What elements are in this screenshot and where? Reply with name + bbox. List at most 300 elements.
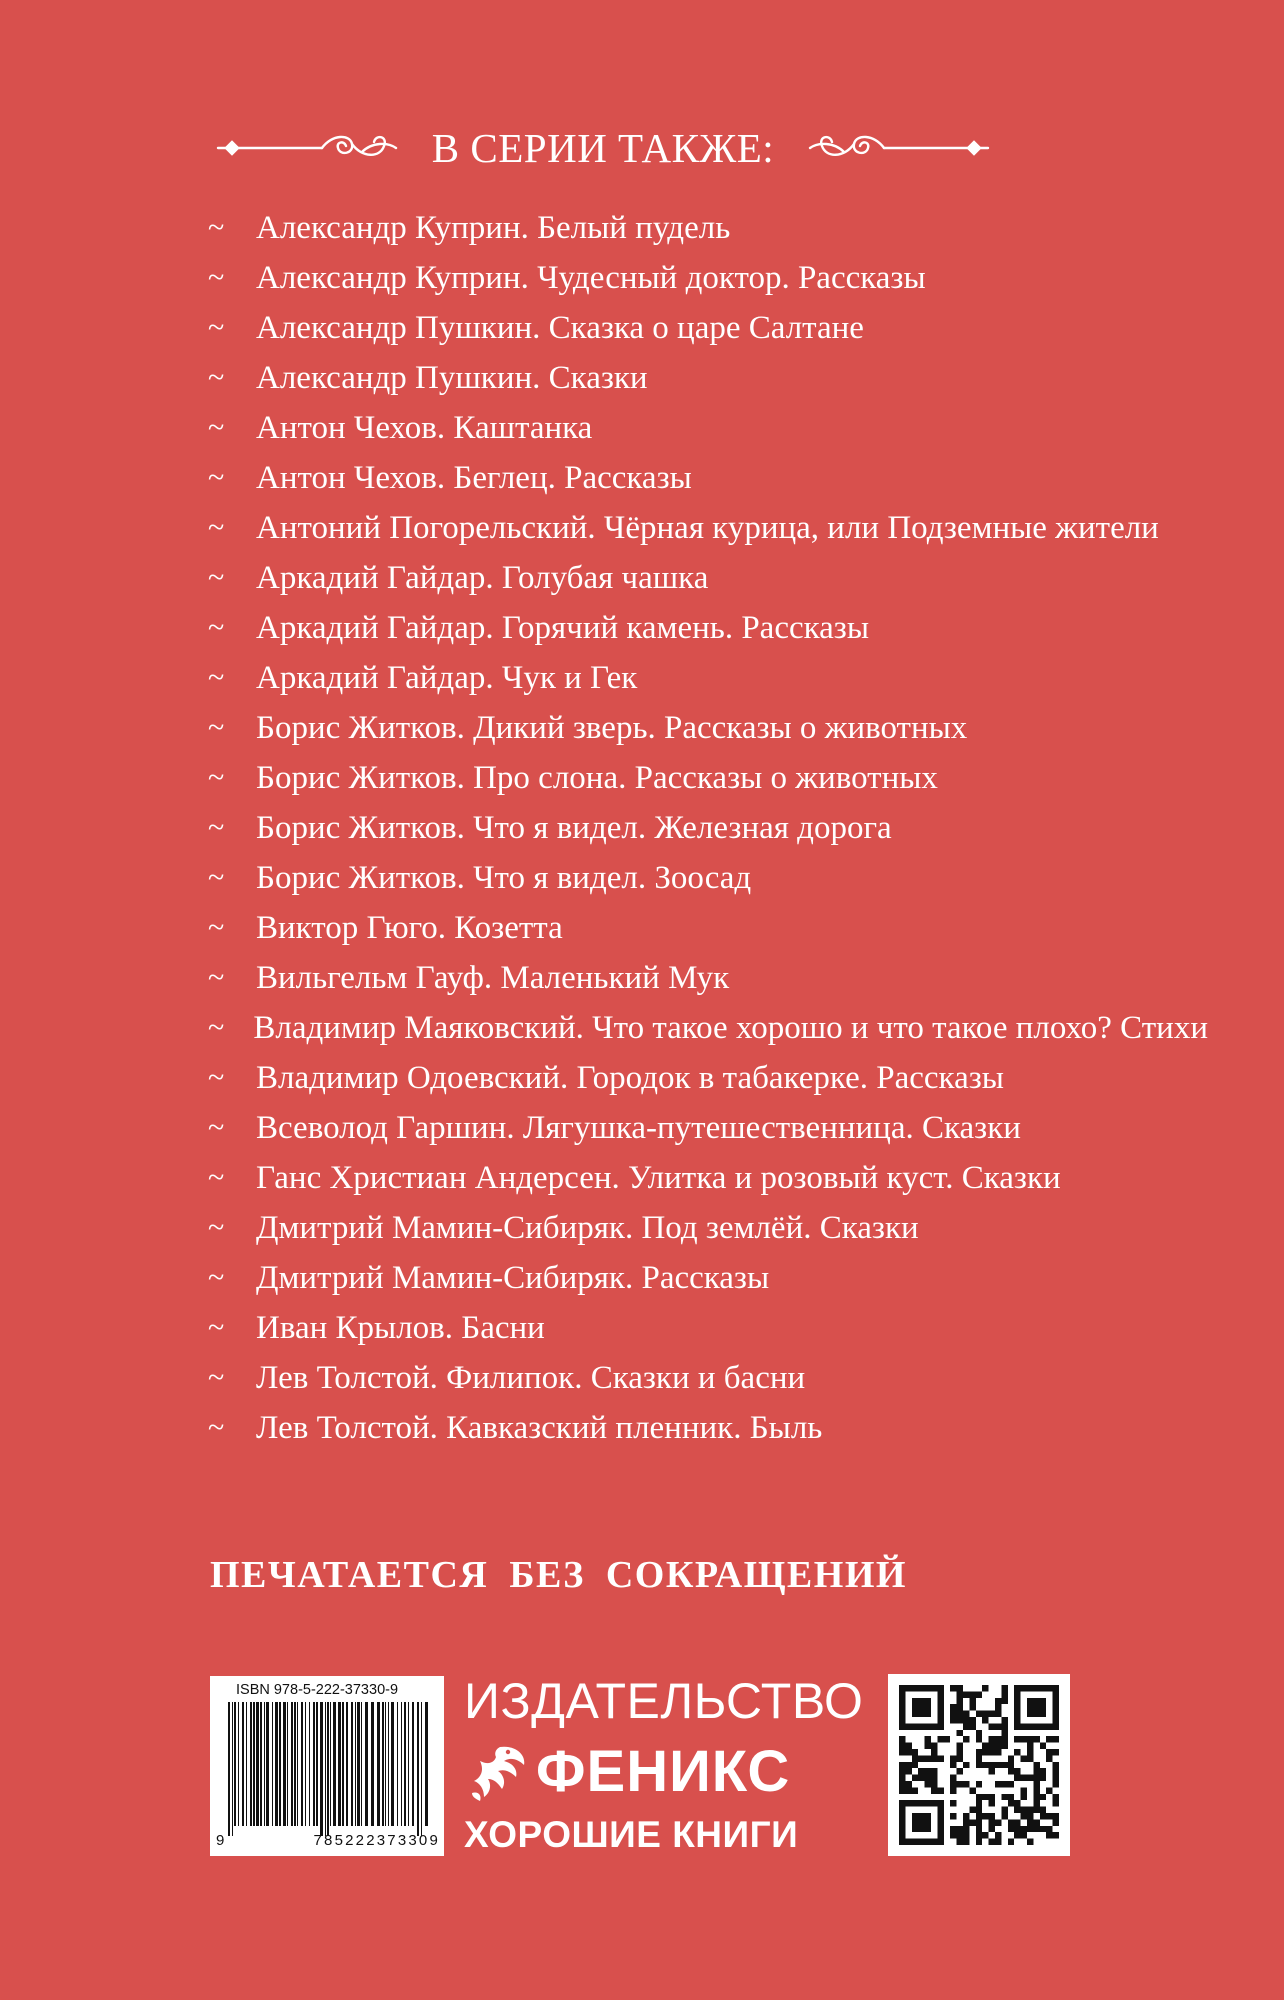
tilde-bullet: ~ bbox=[208, 1261, 225, 1294]
qr-module bbox=[1001, 1717, 1007, 1723]
barcode-bar bbox=[371, 1702, 374, 1826]
qr-module bbox=[1027, 1749, 1033, 1755]
qr-module bbox=[1001, 1685, 1007, 1691]
qr-module bbox=[963, 1717, 969, 1723]
qr-module bbox=[950, 1762, 956, 1768]
qr-module bbox=[989, 1768, 995, 1774]
book-list bbox=[208, 203, 1208, 1453]
book-title: Лев Толстой. Филипок. Сказки и басни bbox=[256, 1359, 806, 1396]
tilde-bullet: ~ bbox=[208, 861, 225, 894]
tilde-bullet: ~ bbox=[208, 511, 225, 544]
barcode-bar bbox=[355, 1702, 356, 1826]
qr-module bbox=[989, 1743, 995, 1749]
barcode-bar bbox=[361, 1702, 362, 1826]
barcode-bar bbox=[401, 1702, 402, 1826]
qr-module bbox=[969, 1704, 975, 1710]
barcode-bar bbox=[287, 1702, 288, 1826]
qr-module bbox=[950, 1704, 956, 1710]
qr-code-icon bbox=[899, 1685, 1059, 1845]
qr-module bbox=[1033, 1800, 1039, 1806]
list-item bbox=[208, 653, 1208, 703]
qr-module bbox=[1001, 1691, 1007, 1697]
book-title: Аркадий Гайдар. Горячий камень. Рассказы bbox=[256, 609, 869, 646]
qr-module bbox=[995, 1698, 1001, 1704]
list-item bbox=[208, 1003, 1208, 1053]
qr-module bbox=[982, 1717, 988, 1723]
qr-module bbox=[950, 1813, 956, 1819]
qr-module bbox=[1040, 1775, 1046, 1781]
qr-module bbox=[1001, 1723, 1007, 1729]
barcode-bar bbox=[342, 1702, 344, 1826]
qr-module bbox=[950, 1755, 956, 1761]
tilde-bullet: ~ bbox=[208, 261, 225, 294]
tilde-bullet: ~ bbox=[208, 1211, 225, 1244]
barcode-bar bbox=[351, 1702, 353, 1826]
qr-module bbox=[989, 1839, 995, 1845]
book-title: Александр Пушкин. Сказка о царе Салтане bbox=[256, 309, 864, 346]
qr-module bbox=[1008, 1762, 1014, 1768]
qr-module bbox=[905, 1768, 911, 1774]
publisher-label: ИЗДАТЕЛЬСТВО bbox=[464, 1673, 864, 1729]
book-title: Антон Чехов. Беглец. Рассказы bbox=[256, 459, 692, 496]
qr-module bbox=[1053, 1762, 1059, 1768]
book-title: Лев Толстой. Кавказский пленник. Быль bbox=[256, 1409, 823, 1446]
barcode-bar bbox=[313, 1702, 315, 1826]
qr-module bbox=[963, 1781, 969, 1787]
qr-module bbox=[976, 1800, 982, 1806]
qr-module bbox=[1014, 1826, 1020, 1832]
book-title: Иван Крылов. Басни bbox=[256, 1309, 545, 1346]
list-item bbox=[208, 553, 1208, 603]
qr-module bbox=[1021, 1826, 1027, 1832]
qr-module bbox=[995, 1839, 1001, 1845]
qr-module bbox=[957, 1711, 963, 1717]
qr-module bbox=[950, 1685, 956, 1691]
book-title: Александр Куприн. Чудесный доктор. Рассказы bbox=[256, 259, 926, 296]
qr-module bbox=[1008, 1781, 1014, 1787]
qr-module bbox=[937, 1736, 943, 1742]
qr-module bbox=[912, 1787, 918, 1793]
qr-module bbox=[950, 1781, 956, 1787]
qr-module bbox=[1053, 1775, 1059, 1781]
qr-module bbox=[982, 1711, 988, 1717]
qr-module bbox=[1001, 1781, 1007, 1787]
qr-module bbox=[925, 1743, 931, 1749]
qr-module bbox=[1014, 1775, 1020, 1781]
qr-module bbox=[976, 1730, 982, 1736]
publisher-name: ФЕНИКС bbox=[536, 1739, 791, 1804]
qr-module bbox=[1033, 1787, 1039, 1793]
qr-module bbox=[982, 1743, 988, 1749]
qr-module bbox=[950, 1800, 956, 1806]
qr-module bbox=[976, 1755, 982, 1761]
qr-module bbox=[1053, 1813, 1059, 1819]
book-title: Виктор Гюго. Козетта bbox=[256, 909, 563, 946]
qr-module bbox=[1008, 1755, 1014, 1761]
qr-module bbox=[963, 1691, 969, 1697]
qr-module bbox=[905, 1762, 911, 1768]
qr-module bbox=[995, 1762, 1001, 1768]
book-title: Аркадий Гайдар. Голубая чашка bbox=[256, 559, 709, 596]
isbn-barcode bbox=[210, 1676, 444, 1856]
qr-module bbox=[989, 1813, 995, 1819]
qr-code bbox=[888, 1674, 1070, 1856]
qr-module bbox=[899, 1768, 905, 1774]
barcode-bar bbox=[253, 1702, 255, 1826]
qr-module bbox=[1040, 1813, 1046, 1819]
qr-module bbox=[931, 1775, 937, 1781]
qr-module bbox=[1033, 1781, 1039, 1787]
qr-module bbox=[912, 1749, 918, 1755]
barcode-digits: 785222373309 bbox=[313, 1832, 440, 1849]
qr-module bbox=[969, 1819, 975, 1825]
book-title: Борис Житков. Про слона. Рассказы о животных bbox=[256, 759, 938, 796]
qr-module bbox=[950, 1711, 956, 1717]
qr-module bbox=[969, 1807, 975, 1813]
qr-module bbox=[944, 1736, 950, 1742]
book-title: Борис Житков. Что я видел. Зоосад bbox=[256, 859, 752, 896]
qr-module bbox=[899, 1736, 905, 1742]
qr-module bbox=[982, 1813, 988, 1819]
qr-finder bbox=[1027, 1698, 1046, 1717]
qr-module bbox=[976, 1819, 982, 1825]
barcode-bar bbox=[232, 1702, 233, 1836]
barcode-bar bbox=[260, 1702, 262, 1826]
qr-module bbox=[950, 1787, 956, 1793]
qr-module bbox=[957, 1691, 963, 1697]
qr-module bbox=[1046, 1755, 1052, 1761]
list-item bbox=[208, 1353, 1208, 1403]
isbn-label: ISBN 978-5-222-37330-9 bbox=[236, 1682, 399, 1698]
list-item bbox=[208, 1153, 1208, 1203]
qr-module bbox=[989, 1749, 995, 1755]
barcode-bar bbox=[305, 1702, 306, 1826]
qr-module bbox=[937, 1755, 943, 1761]
qr-module bbox=[976, 1711, 982, 1717]
barcode-bar bbox=[256, 1702, 259, 1826]
qr-module bbox=[963, 1813, 969, 1819]
list-item bbox=[208, 953, 1208, 1003]
qr-module bbox=[918, 1768, 924, 1774]
barcode-bar bbox=[266, 1702, 269, 1826]
barcode-bar bbox=[333, 1702, 336, 1826]
qr-module bbox=[899, 1787, 905, 1793]
qr-module bbox=[976, 1762, 982, 1768]
qr-module bbox=[1021, 1832, 1027, 1838]
qr-module bbox=[912, 1762, 918, 1768]
qr-module bbox=[957, 1832, 963, 1838]
barcode-bar bbox=[425, 1702, 428, 1826]
barcode-bar bbox=[327, 1702, 329, 1836]
qr-module bbox=[957, 1698, 963, 1704]
qr-module bbox=[1033, 1807, 1039, 1813]
book-title: Владимир Одоевский. Городок в табакерке. Рассказы bbox=[256, 1059, 1004, 1096]
tilde-bullet: ~ bbox=[208, 411, 225, 444]
qr-module bbox=[931, 1749, 937, 1755]
qr-module bbox=[957, 1704, 963, 1710]
qr-module bbox=[969, 1691, 975, 1697]
qr-module bbox=[957, 1755, 963, 1761]
qr-module bbox=[1033, 1768, 1039, 1774]
qr-module bbox=[969, 1787, 975, 1793]
tilde-bullet: ~ bbox=[208, 1411, 225, 1444]
qr-module bbox=[1040, 1768, 1046, 1774]
tilde-bullet: ~ bbox=[208, 561, 225, 594]
qr-module bbox=[1001, 1730, 1007, 1736]
qr-module bbox=[976, 1832, 982, 1838]
barcode-bar bbox=[408, 1702, 409, 1826]
qr-module bbox=[1008, 1839, 1014, 1845]
qr-module bbox=[1027, 1736, 1033, 1742]
barcode-bars-icon bbox=[228, 1702, 428, 1836]
qr-module bbox=[976, 1813, 982, 1819]
qr-module bbox=[1008, 1794, 1014, 1800]
qr-module bbox=[1046, 1749, 1052, 1755]
barcode-number bbox=[216, 1832, 440, 1849]
qr-module bbox=[1053, 1819, 1059, 1825]
barcode-bar bbox=[357, 1702, 360, 1826]
qr-module bbox=[1046, 1787, 1052, 1793]
barcode-bar bbox=[279, 1702, 281, 1826]
barcode-bar bbox=[417, 1702, 419, 1836]
qr-module bbox=[969, 1723, 975, 1729]
qr-finder bbox=[912, 1698, 931, 1717]
barcode-bar bbox=[391, 1702, 394, 1826]
qr-module bbox=[1027, 1807, 1033, 1813]
barcode-bar bbox=[228, 1702, 230, 1836]
tilde-bullet: ~ bbox=[208, 711, 225, 744]
series-header bbox=[208, 118, 998, 178]
list-item bbox=[208, 753, 1208, 803]
qr-module bbox=[1027, 1813, 1033, 1819]
list-item bbox=[208, 1103, 1208, 1153]
book-title: Борис Житков. Что я видел. Железная дорога bbox=[256, 809, 892, 846]
barcode-first-digit: 9 bbox=[216, 1832, 225, 1849]
barcode-bar bbox=[264, 1702, 265, 1826]
qr-module bbox=[1021, 1736, 1027, 1742]
qr-module bbox=[1001, 1794, 1007, 1800]
qr-module bbox=[1033, 1775, 1039, 1781]
qr-module bbox=[982, 1794, 988, 1800]
qr-module bbox=[957, 1730, 963, 1736]
list-item bbox=[208, 403, 1208, 453]
barcode-bar bbox=[297, 1702, 298, 1826]
barcode-bar bbox=[320, 1702, 323, 1836]
tilde-bullet: ~ bbox=[208, 811, 225, 844]
qr-module bbox=[1014, 1768, 1020, 1774]
qr-module bbox=[976, 1839, 982, 1845]
qr-module bbox=[1040, 1743, 1046, 1749]
qr-module bbox=[1033, 1826, 1039, 1832]
list-item bbox=[208, 253, 1208, 303]
qr-module bbox=[1046, 1736, 1052, 1742]
qr-module bbox=[963, 1819, 969, 1825]
barcode-bar bbox=[385, 1702, 386, 1826]
book-title: Александр Куприн. Белый пудель bbox=[256, 209, 731, 246]
qr-module bbox=[963, 1736, 969, 1742]
qr-module bbox=[963, 1826, 969, 1832]
qr-module bbox=[957, 1743, 963, 1749]
qr-module bbox=[995, 1832, 1001, 1838]
book-title: Дмитрий Мамин-Сибиряк. Под землёй. Сказки bbox=[256, 1209, 919, 1246]
qr-module bbox=[963, 1832, 969, 1838]
qr-module bbox=[1014, 1807, 1020, 1813]
qr-module bbox=[931, 1743, 937, 1749]
tilde-bullet: ~ bbox=[208, 1361, 225, 1394]
publisher-slogan: ХОРОШИЕ КНИГИ bbox=[464, 1814, 799, 1855]
qr-module bbox=[995, 1723, 1001, 1729]
qr-module bbox=[1033, 1819, 1039, 1825]
barcode-bar bbox=[272, 1702, 273, 1826]
qr-module bbox=[1001, 1762, 1007, 1768]
qr-module bbox=[982, 1832, 988, 1838]
list-item bbox=[208, 303, 1208, 353]
barcode-bar bbox=[250, 1702, 252, 1826]
barcode-bar bbox=[412, 1702, 414, 1826]
qr-module bbox=[950, 1826, 956, 1832]
qr-module bbox=[931, 1787, 937, 1793]
qr-module bbox=[1027, 1826, 1033, 1832]
qr-module bbox=[976, 1807, 982, 1813]
list-item bbox=[208, 1203, 1208, 1253]
barcode-bar bbox=[397, 1702, 398, 1826]
book-title: Ганс Христиан Андерсен. Улитка и розовый куст. Сказки bbox=[256, 1159, 1061, 1196]
qr-module bbox=[969, 1698, 975, 1704]
barcode-bar bbox=[234, 1702, 236, 1826]
qr-module bbox=[1001, 1743, 1007, 1749]
qr-module bbox=[995, 1704, 1001, 1710]
barcode-bar bbox=[316, 1702, 318, 1826]
qr-module bbox=[899, 1775, 905, 1781]
qr-module bbox=[989, 1736, 995, 1742]
barcode-bar bbox=[246, 1702, 247, 1826]
barcode-bar bbox=[346, 1702, 348, 1826]
book-title: Антон Чехов. Каштанка bbox=[256, 409, 593, 446]
book-title: Антоний Погорельский. Чёрная курица, или Подземные жители bbox=[256, 509, 1159, 546]
qr-module bbox=[957, 1749, 963, 1755]
qr-module bbox=[1046, 1832, 1052, 1838]
qr-module bbox=[989, 1826, 995, 1832]
tilde-bullet: ~ bbox=[208, 1311, 225, 1344]
tilde-bullet: ~ bbox=[208, 311, 225, 344]
qr-module bbox=[982, 1749, 988, 1755]
qr-module bbox=[899, 1749, 905, 1755]
qr-module bbox=[1053, 1768, 1059, 1774]
tilde-bullet: ~ bbox=[208, 911, 225, 944]
tilde-bullet: ~ bbox=[208, 461, 225, 494]
qr-module bbox=[1027, 1755, 1033, 1761]
qr-module bbox=[1021, 1755, 1027, 1761]
qr-module bbox=[1001, 1736, 1007, 1742]
tilde-bullet: ~ bbox=[208, 961, 225, 994]
list-item bbox=[208, 503, 1208, 553]
qr-module bbox=[976, 1749, 982, 1755]
qr-module bbox=[1014, 1800, 1020, 1806]
tilde-bullet: ~ bbox=[208, 361, 225, 394]
unabridged-notice: ПЕЧАТАЕТСЯ БЕЗ СОКРАЩЕНИЙ bbox=[210, 1554, 907, 1596]
list-item bbox=[208, 803, 1208, 853]
list-item bbox=[208, 1403, 1208, 1453]
book-title: Владимир Маяковский. Что такое хорошо и что такое плохо? Стихи bbox=[253, 1009, 1208, 1046]
qr-module bbox=[1008, 1800, 1014, 1806]
qr-module bbox=[989, 1711, 995, 1717]
barcode-bar bbox=[365, 1702, 368, 1826]
publisher-brand bbox=[464, 1738, 790, 1805]
qr-module bbox=[1053, 1781, 1059, 1787]
list-item bbox=[208, 903, 1208, 953]
qr-module bbox=[989, 1794, 995, 1800]
qr-module bbox=[1008, 1826, 1014, 1832]
qr-module bbox=[1021, 1813, 1027, 1819]
list-item bbox=[208, 353, 1208, 403]
qr-module bbox=[989, 1800, 995, 1806]
barcode-bar bbox=[238, 1702, 239, 1826]
qr-module bbox=[1053, 1794, 1059, 1800]
qr-module bbox=[995, 1743, 1001, 1749]
qr-module bbox=[925, 1755, 931, 1761]
qr-module bbox=[957, 1685, 963, 1691]
qr-module bbox=[982, 1685, 988, 1691]
qr-module bbox=[905, 1787, 911, 1793]
qr-module bbox=[918, 1755, 924, 1761]
qr-module bbox=[957, 1717, 963, 1723]
barcode-bar bbox=[294, 1702, 296, 1826]
qr-module bbox=[931, 1755, 937, 1761]
barcode-bar bbox=[404, 1702, 406, 1826]
qr-module bbox=[912, 1755, 918, 1761]
book-title: Вильгельм Гауф. Маленький Мук bbox=[256, 959, 730, 996]
qr-module bbox=[905, 1781, 911, 1787]
barcode-bar bbox=[291, 1702, 293, 1826]
tilde-bullet: ~ bbox=[208, 661, 225, 694]
tilde-bullet: ~ bbox=[208, 1011, 225, 1044]
qr-module bbox=[963, 1762, 969, 1768]
qr-module bbox=[905, 1743, 911, 1749]
qr-module bbox=[957, 1839, 963, 1845]
qr-module bbox=[905, 1749, 911, 1755]
qr-module bbox=[995, 1711, 1001, 1717]
qr-module bbox=[1021, 1775, 1027, 1781]
qr-module bbox=[1040, 1826, 1046, 1832]
qr-module bbox=[931, 1768, 937, 1774]
qr-module bbox=[995, 1819, 1001, 1825]
qr-module bbox=[963, 1711, 969, 1717]
list-item bbox=[208, 453, 1208, 503]
qr-module bbox=[899, 1781, 905, 1787]
qr-module bbox=[1033, 1794, 1039, 1800]
qr-module bbox=[1027, 1819, 1033, 1825]
qr-module bbox=[1027, 1743, 1033, 1749]
barcode-bar bbox=[301, 1702, 303, 1826]
qr-module bbox=[1040, 1794, 1046, 1800]
qr-module bbox=[957, 1781, 963, 1787]
tilde-bullet: ~ bbox=[208, 211, 225, 244]
book-title: Всеволод Гаршин. Лягушка-путешественница. Сказки bbox=[256, 1109, 1021, 1146]
flourish-ornament-left-icon bbox=[212, 128, 402, 168]
qr-module bbox=[1046, 1813, 1052, 1819]
qr-module bbox=[899, 1743, 905, 1749]
qr-module bbox=[989, 1819, 995, 1825]
list-item bbox=[208, 853, 1208, 903]
qr-module bbox=[925, 1736, 931, 1742]
qr-module bbox=[976, 1781, 982, 1787]
qr-module bbox=[1014, 1749, 1020, 1755]
qr-module bbox=[1033, 1736, 1039, 1742]
qr-finder bbox=[912, 1813, 931, 1832]
qr-module bbox=[1008, 1819, 1014, 1825]
qr-module bbox=[1001, 1807, 1007, 1813]
qr-module bbox=[1053, 1736, 1059, 1742]
